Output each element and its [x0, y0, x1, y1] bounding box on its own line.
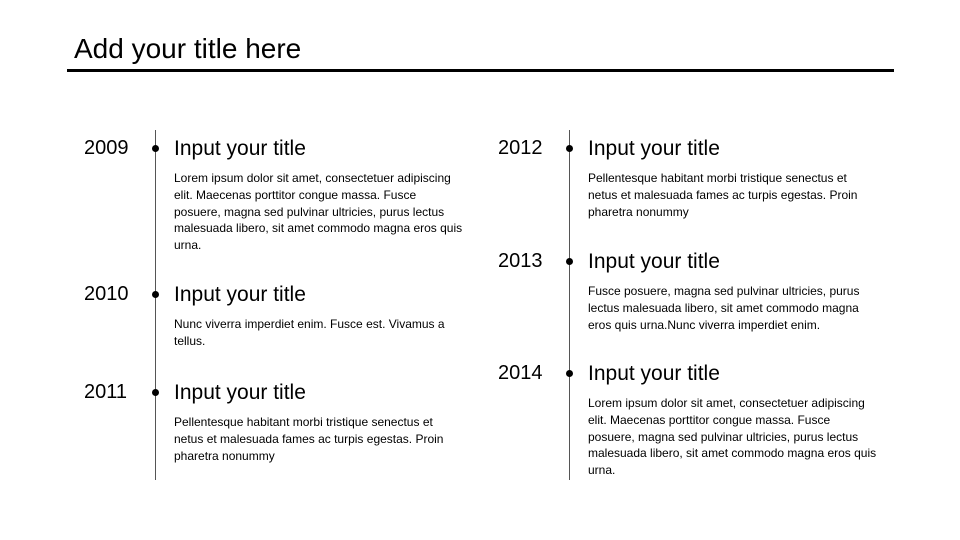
timeline-year: 2011 — [84, 381, 128, 403]
timeline-year: 2013 — [498, 250, 543, 272]
timeline-entry-body: Pellentesque habitant morbi tristique senectus et netus et malesuada fames ac turpis egestas. Proin pharetra nonummy — [174, 415, 444, 463]
timeline-year: 2009 — [84, 137, 129, 159]
timeline-entry-title: Input your title — [174, 283, 306, 306]
timeline-dot — [152, 389, 159, 396]
timeline-year: 2012 — [498, 137, 543, 159]
timeline-year: 2010 — [84, 283, 129, 305]
timeline-entry-title: Input your title — [588, 250, 720, 273]
timeline-dot — [566, 258, 573, 265]
timeline-entry-body: Nunc viverra imperdiet enim. Fusce est. Vivamus a tellus. — [174, 317, 445, 348]
timeline-entry-title: Input your title — [588, 137, 720, 160]
title-underline — [67, 69, 894, 72]
timeline-axis-right — [569, 130, 570, 480]
timeline-entry-title: Input your title — [588, 362, 720, 385]
timeline-dot — [152, 291, 159, 298]
timeline-dot — [566, 370, 573, 377]
timeline-dot — [152, 145, 159, 152]
timeline-axis-left — [155, 130, 156, 480]
timeline-entry-body: Lorem ipsum dolor sit amet, consectetuer adipiscing elit. Maecenas porttitor congue massa. Fusce posuere, magna sed pulvinar ultricies, purus lectus malesuada libero, sit amet commodo magna eros quis urna. — [588, 396, 877, 478]
slide-title: Add your title here — [74, 33, 302, 64]
timeline-entry-body: Fusce posuere, magna sed pulvinar ultricies, purus lectus malesuada libero, sit amet commodo magna eros quis urna.Nunc viverra imperdiet enim. — [588, 284, 860, 332]
timeline-year: 2014 — [498, 362, 543, 384]
timeline-entry-title: Input your title — [174, 381, 306, 404]
timeline-dot — [566, 145, 573, 152]
timeline-entry-body: Pellentesque habitant morbi tristique senectus et netus et malesuada fames ac turpis egestas. Proin pharetra nonummy — [588, 171, 858, 219]
timeline-entry-body: Lorem ipsum dolor sit amet, consectetuer adipiscing elit. Maecenas porttitor congue massa. Fusce posuere, magna sed pulvinar ultricies, purus lectus malesuada libero, sit amet commodo magna eros quis urna. — [174, 171, 463, 253]
timeline-entry-title: Input your title — [174, 137, 306, 160]
